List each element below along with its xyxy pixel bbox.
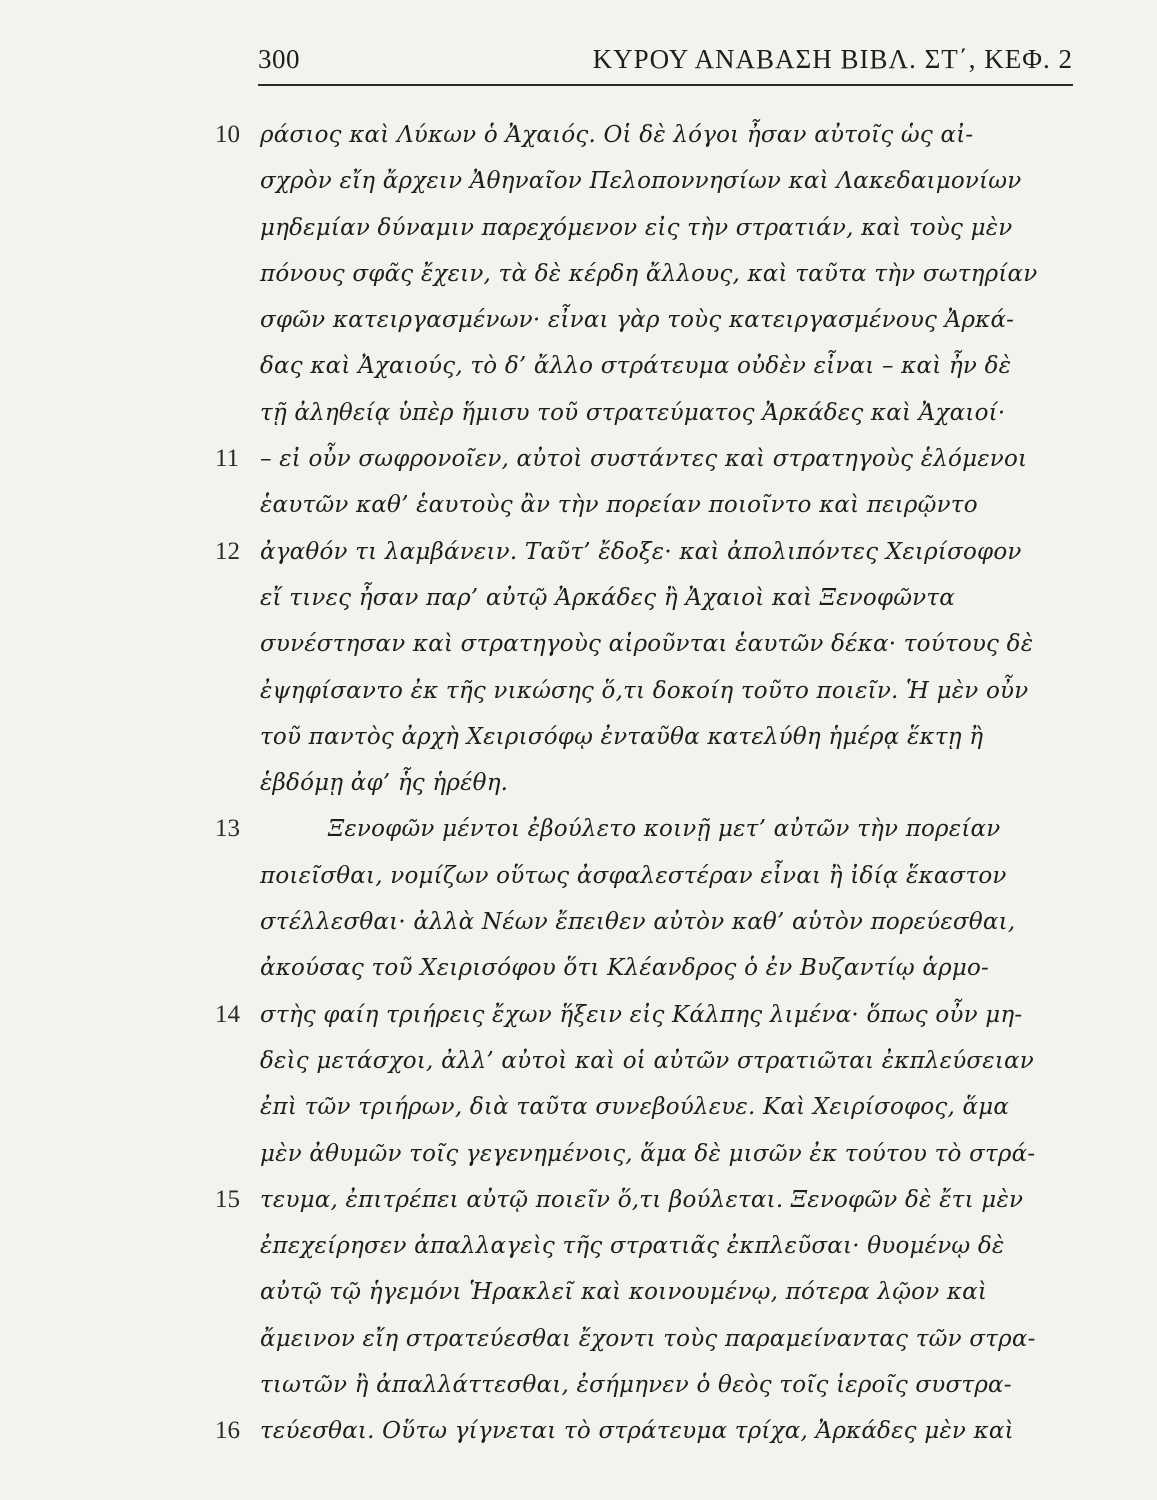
text-line [215, 806, 1085, 852]
text-line [215, 899, 1085, 945]
text-line [215, 482, 1085, 528]
line-text: ἐψηφίσαντο ἐκ τῆς νικώσης ὅ,τι δοκοίη τοῦτο ποιεῖν. Ἡ μὲν οὖν [260, 677, 1029, 704]
section-number: 14 [215, 1000, 240, 1028]
text-line [215, 390, 1085, 436]
text-line [215, 945, 1085, 991]
text-line [215, 760, 1085, 806]
text-line [215, 251, 1085, 297]
line-text: ἐπεχείρησεν ἀπαλλαγεὶς τῆς στρατιᾶς ἐκπλεῦσαι· θυομένῳ δὲ [260, 1233, 1005, 1260]
line-text: δας καὶ Ἀχαιούς, τὸ δ’ ἄλλο στράτευμα οὐδὲν εἶναι – καὶ ἦν δὲ [260, 353, 1012, 380]
text-line [215, 575, 1085, 621]
line-text: ἑαυτῶν καθ’ ἑαυτοὺς ἂν τὴν πορείαν ποιοῖντο καὶ πειρῷντο [260, 492, 978, 519]
section-number: 16 [215, 1417, 240, 1445]
line-text: ἐπὶ τῶν τριήρων, διὰ ταῦτα συνεβούλευε. Καὶ Χειρίσοφος, ἅμα [260, 1094, 1010, 1121]
line-text: τιωτῶν ἢ ἀπαλλάττεσθαι, ἐσήμηνεν ὁ θεὸς τοῖς ἱεροῖς συστρα- [260, 1372, 1012, 1399]
line-text: τευμα, ἐπιτρέπει αὐτῷ ποιεῖν ὅ,τι βούλεται. Ξενοφῶν δὲ ἔτι μὲν [260, 1186, 1024, 1213]
line-text: – εἰ οὖν σωφρονοῖεν, αὐτοὶ συστάντες καὶ στρατηγοὺς ἑλόμενοι [260, 446, 1028, 473]
text-line [215, 343, 1085, 389]
line-text: ἄμεινον εἴη στρατεύεσθαι ἔχοντι τοὺς παραμείναντας τῶν στρα- [260, 1325, 1036, 1352]
page-number: 300 [258, 44, 300, 74]
line-text: εἴ τινες ἦσαν παρ’ αὐτῷ Ἀρκάδες ἢ Ἀχαιοὶ καὶ Ξενοφῶντα [260, 584, 956, 611]
text-line [215, 205, 1085, 251]
line-text: στὴς φαίη τριήρεις ἔχων ἥξειν εἰς Κάλπης λιμένα· ὅπως οὖν μη- [260, 1001, 1023, 1028]
line-text: σφῶν κατειργασμένων· εἶναι γὰρ τοὺς κατειργασμένους Ἀρκά- [260, 307, 1015, 334]
line-text: Ξενοφῶν μέντοι ἐβούλετο κοινῇ μετ’ αὐτῶν τὴν πορείαν [328, 816, 1001, 843]
text-line [215, 1084, 1085, 1130]
text-line [215, 1177, 1085, 1223]
line-text: ποιεῖσθαι, νομίζων οὕτως ἀσφαλεστέραν εἶναι ἢ ἰδίᾳ ἕκαστον [260, 862, 1007, 889]
line-text: τοῦ παντὸς ἀρχὴ Χειρισόφῳ ἐνταῦθα κατελύθη ἡμέρᾳ ἕκτῃ ἢ [260, 723, 984, 750]
line-text: ἀκούσας τοῦ Χειρισόφου ὅτι Κλέανδρος ὁ ἐν Βυζαντίῳ ἁρμο- [260, 955, 990, 982]
text-line [215, 158, 1085, 204]
text-line [215, 1223, 1085, 1269]
line-text: πόνους σφᾶς ἔχειν, τὰ δὲ κέρδη ἄλλους, καὶ ταῦτα τὴν σωτηρίαν [260, 260, 1038, 287]
text-line [215, 297, 1085, 343]
text-line [215, 992, 1085, 1038]
line-text: συνέστησαν καὶ στρατηγοὺς αἱροῦνται ἑαυτῶν δέκα· τούτους δὲ [260, 631, 1034, 658]
line-text: τῇ ἀληθείᾳ ὑπὲρ ἥμισυ τοῦ στρατεύματος Ἀρκάδες καὶ Ἀχαιοί· [260, 399, 1006, 426]
line-text: ἀγαθόν τι λαμβάνειν. Ταῦτ’ ἔδοξε· καὶ ἀπολιπόντες Χειρίσοφον [260, 538, 1022, 565]
text-line [215, 529, 1085, 575]
running-head: ΚΥΡΟΥ ΑΝΑΒΑΣΗ ΒΙΒΛ. ΣΤ΄, ΚΕΦ. 2 [592, 44, 1073, 74]
section-number: 11 [215, 445, 240, 473]
line-text: τεύεσθαι. Οὕτω γίγνεται τὸ στράτευμα τρίχα, Ἀρκάδες μὲν καὶ [260, 1418, 1014, 1445]
line-text: μὲν ἀθυμῶν τοῖς γεγενημένοις, ἅμα δὲ μισῶν ἐκ τούτου τὸ στρά- [260, 1140, 1036, 1167]
line-text: ἑβδόμῃ ἀφ’ ἧς ἡρέθη. [260, 770, 509, 797]
text-line [215, 853, 1085, 899]
line-text: δεὶς μετάσχοι, ἀλλ’ αὐτοὶ καὶ οἱ αὐτῶν στρατιῶται ἐκπλεύσειαν [260, 1047, 1034, 1074]
text-line [215, 1269, 1085, 1315]
section-number: 15 [215, 1185, 240, 1213]
greek-text-block [215, 112, 1085, 1455]
text-line [215, 1038, 1085, 1084]
text-line [215, 714, 1085, 760]
text-line [215, 1131, 1085, 1177]
text-line [215, 621, 1085, 667]
text-line [215, 1316, 1085, 1362]
line-text: ράσιος καὶ Λύκων ὁ Ἀχαιός. Οἱ δὲ λόγοι ἦσαν αὐτοῖς ὡς αἰ- [260, 122, 974, 148]
text-line [215, 1408, 1085, 1454]
section-number: 13 [215, 815, 240, 843]
line-text: μηδεμίαν δύναμιν παρεχόμενον εἰς τὴν στρατιάν, καὶ τοὺς μὲν [260, 214, 1013, 241]
line-text: σχρὸν εἴη ἄρχειν Ἀθηναῖον Πελοποννησίων καὶ Λακεδαιμονίων [260, 168, 1022, 195]
text-line [215, 112, 1085, 158]
line-text: στέλλεσθαι· ἀλλὰ Νέων ἔπειθεν αὐτὸν καθ’ αὑτὸν πορεύεσθαι, [260, 909, 1016, 936]
section-number: 10 [215, 121, 240, 148]
line-text: αὐτῷ τῷ ἡγεμόνι Ἡρακλεῖ καὶ κοινουμένῳ, πότερα λῷον καὶ [260, 1279, 988, 1306]
text-line [215, 668, 1085, 714]
text-line [215, 1362, 1085, 1408]
page-header [258, 44, 1073, 86]
text-line [215, 436, 1085, 482]
section-number: 12 [215, 537, 240, 565]
